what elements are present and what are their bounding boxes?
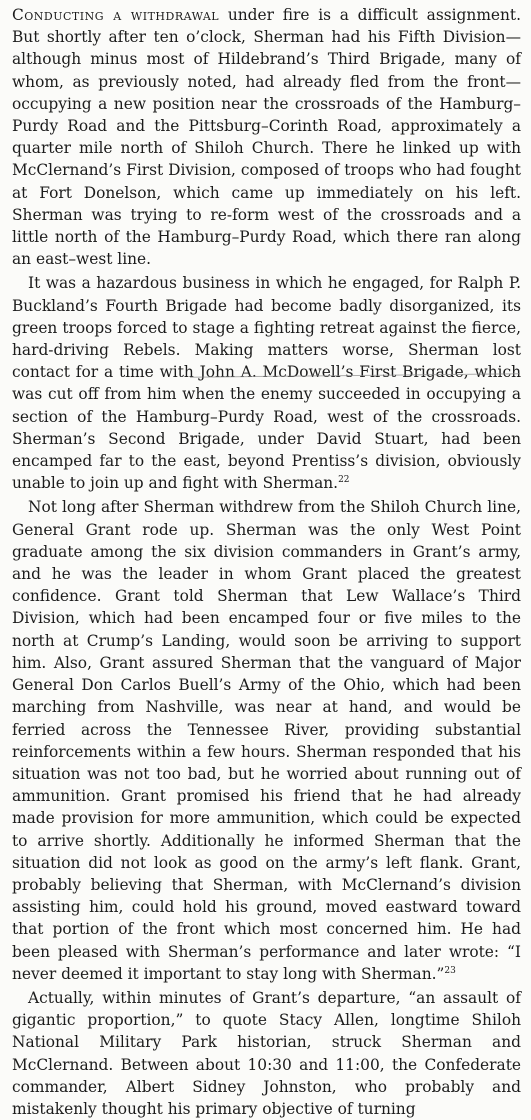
paragraph-2 <box>12 272 521 494</box>
paragraph-1-text: under fire is a difficult assignment. But shortly after ten o’clock, Sherman had his Fifth Division—although minus most of Hildebrand’s Third Brigade, many of whom, as previously noted, had already fled from the front—occupying a new position near the crossroads of the Hamburg–Purdy Road and the Pittsburg–Corinth Road, approximately a quarter mile north of Shiloh Church. There he linked up with McClernand’s First Division, composed of troops who had fought at Fort Donelson, which came up immediately on his left. Sherman was trying to re-form west of the crossroads and a little north of the Hamburg–Purdy Road, which there ran along an east–west line. <box>12 6 522 269</box>
chapter-lead-in: Conducting a withdrawal <box>12 6 220 24</box>
paragraph-1 <box>12 4 521 270</box>
footnote-marker-23: 23 <box>444 965 456 976</box>
paragraph-3 <box>12 496 521 984</box>
paragraph-4 <box>12 987 521 1120</box>
footnote-marker-22: 22 <box>338 475 350 486</box>
paragraph-2-text: It was a hazardous business in which he engaged, for Ralph P. Buckland’s Fourth Brigade had become badly disorganized, its green troops forced to stage a fighting retreat against the fierce, hard-driving Rebels. Making matters worse, Sherman lost contact for a time with John A. McDowell’s First Brigade, which was cut off from him when the enemy succeeded in occupying a section of the Hamburg–Purdy Road, west of the crossroads. Sherman’s Second Brigade, under David Stuart, had been encamped far to the east, beyond Prentiss’s division, obviously unable to join up and fight with Sherman. <box>12 274 521 493</box>
paragraph-3-text: Not long after Sherman withdrew from the Shiloh Church line, General Grant rode up. Sherman was the only West Point graduate among the six division commanders in Grant’s army, and he was the leader in whom Grant placed the greatest confidence. Grant told Sherman that Lew Wallace’s Third Division, which had been encamped four or five miles to the north at Crump’s Landing, would soon be arriving to support him. Also, Grant assured Sherman that the vanguard of Major General Don Carlos Buell’s Army of the Ohio, which had been marching from Nashville, was near at hand, and would be ferried across the Tennessee River, providing substantial reinforcements within a few hours. Sherman responded that his situation was not too bad, but he worried about running out of ammunition. Grant promised his friend that he had already made provision for more ammunition, which could be expected to arrive shortly. Additionally he informed Sherman that the situation did not look as good on the army’s left flank. Grant, probably believing that Sherman, with McClernand’s division assisting him, could hold his ground, moved eastward toward that portion of the front which most concerned him. He had been pleased with Sherman’s performance and later wrote: “I never deemed it important to stay long with Sherman.” <box>12 498 521 983</box>
paragraph-4-text: Actually, within minutes of Grant’s departure, “an assault of gigantic proportion,” to quote Stacy Allen, longtime Shiloh National Military Park historian, struck Sherman and McClernand. Between about 10:30 and 11:00, the Confederate commander, Albert Sidney Johnston, who probably and mistakenly thought his primary objective of turning <box>12 988 521 1118</box>
